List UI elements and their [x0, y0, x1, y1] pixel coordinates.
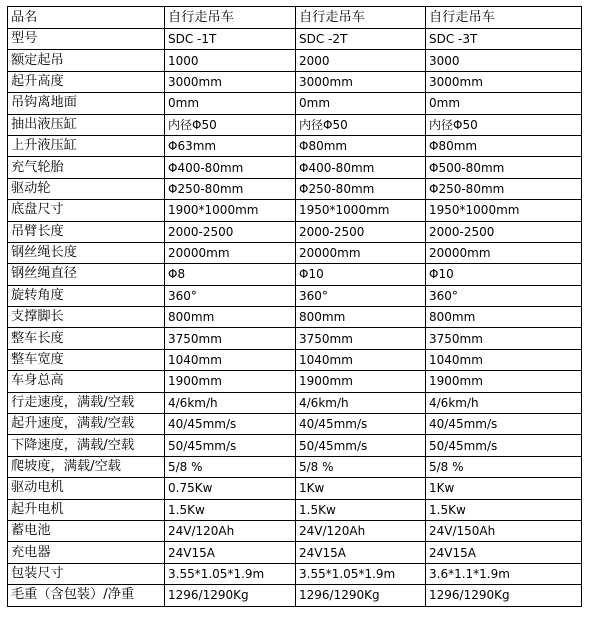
- row-value-2t-cell: 3.55*1.05*1.9m: [296, 563, 426, 584]
- row-label-cell: 下降速度，满载/空载: [8, 435, 165, 456]
- table-row: [8, 435, 582, 456]
- row-value-1t-cell: Φ8: [165, 264, 296, 285]
- row-value-2t-cell: 1296/1290Kg: [296, 585, 426, 606]
- row-value-1t-cell: Φ400-80mm: [165, 157, 296, 178]
- row-value-3t-cell: Φ80mm: [426, 135, 582, 156]
- table-row: [8, 178, 582, 199]
- row-value-2t-cell: 1040mm: [296, 349, 426, 370]
- row-value-2t-cell: 3000mm: [296, 71, 426, 92]
- row-value-3t-cell: 24V/150Ah: [426, 520, 582, 541]
- row-value-2t-cell: Φ250-80mm: [296, 178, 426, 199]
- row-value-1t-cell: 1.5Kw: [165, 499, 296, 520]
- row-value-3t-cell: 2000-2500: [426, 221, 582, 242]
- table-row: [8, 456, 582, 477]
- row-label-cell: 爬坡度，满载/空载: [8, 456, 165, 477]
- row-value-2t-cell: 0mm: [296, 93, 426, 114]
- row-value-3t-cell: 0mm: [426, 93, 582, 114]
- row-value-3t-cell: 24V15A: [426, 542, 582, 563]
- row-value-3t-cell: 50/45mm/s: [426, 435, 582, 456]
- row-value-3t-cell: 3000: [426, 50, 582, 71]
- table-row: [8, 200, 582, 221]
- row-value-2t-cell: 1.5Kw: [296, 499, 426, 520]
- row-value-1t-cell: 40/45mm/s: [165, 414, 296, 435]
- header-cell-product-name: 品名: [8, 7, 165, 29]
- row-value-2t-cell: SDC -2T: [296, 29, 426, 50]
- row-label-cell: 吊钩离地面: [8, 93, 165, 114]
- row-value-2t-cell: 内径Φ50: [296, 114, 426, 135]
- row-value-3t-cell: Φ250-80mm: [426, 178, 582, 199]
- row-value-2t-cell: 5/8 %: [296, 456, 426, 477]
- table-header-row: [8, 7, 582, 29]
- row-value-3t-cell: 1040mm: [426, 349, 582, 370]
- row-value-3t-cell: 内径Φ50: [426, 114, 582, 135]
- row-value-1t-cell: 1000: [165, 50, 296, 71]
- row-label-cell: 驱动轮: [8, 178, 165, 199]
- table-row: [8, 585, 582, 606]
- row-label-cell: 包装尺寸: [8, 563, 165, 584]
- row-label-cell: 旋转角度: [8, 285, 165, 306]
- table-row: [8, 478, 582, 499]
- row-value-1t-cell: 1900*1000mm: [165, 200, 296, 221]
- row-value-1t-cell: 24V/120Ah: [165, 520, 296, 541]
- table-row: [8, 499, 582, 520]
- spec-table-body: [8, 7, 582, 607]
- row-value-1t-cell: 360°: [165, 285, 296, 306]
- table-row: [8, 371, 582, 392]
- row-value-1t-cell: SDC -1T: [165, 29, 296, 50]
- table-row: [8, 349, 582, 370]
- table-row: [8, 50, 582, 71]
- row-value-1t-cell: 3750mm: [165, 328, 296, 349]
- row-value-3t-cell: 3.6*1.1*1.9m: [426, 563, 582, 584]
- table-row: [8, 542, 582, 563]
- row-value-2t-cell: 1900mm: [296, 371, 426, 392]
- table-row: [8, 221, 582, 242]
- row-value-2t-cell: Φ80mm: [296, 135, 426, 156]
- row-label-cell: 抽出液压缸: [8, 114, 165, 135]
- row-value-2t-cell: 2000-2500: [296, 221, 426, 242]
- row-value-1t-cell: 800mm: [165, 307, 296, 328]
- row-value-3t-cell: 3000mm: [426, 71, 582, 92]
- row-value-3t-cell: SDC -3T: [426, 29, 582, 50]
- row-value-1t-cell: Φ250-80mm: [165, 178, 296, 199]
- row-label-cell: 支撑脚长: [8, 307, 165, 328]
- row-value-2t-cell: 800mm: [296, 307, 426, 328]
- row-value-1t-cell: 0.75Kw: [165, 478, 296, 499]
- row-label-cell: 底盘尺寸: [8, 200, 165, 221]
- row-value-3t-cell: 5/8 %: [426, 456, 582, 477]
- table-row: [8, 114, 582, 135]
- table-row: [8, 285, 582, 306]
- row-value-1t-cell: 24V15A: [165, 542, 296, 563]
- row-value-3t-cell: 3750mm: [426, 328, 582, 349]
- row-value-1t-cell: 3.55*1.05*1.9m: [165, 563, 296, 584]
- row-value-2t-cell: 1Kw: [296, 478, 426, 499]
- row-label-cell: 额定起吊: [8, 50, 165, 71]
- row-label-cell: 钢丝绳直径: [8, 264, 165, 285]
- row-value-2t-cell: 2000: [296, 50, 426, 71]
- table-row: [8, 563, 582, 584]
- row-value-1t-cell: 50/45mm/s: [165, 435, 296, 456]
- row-value-1t-cell: 1040mm: [165, 349, 296, 370]
- row-label-cell: 行走速度，满载/空载: [8, 392, 165, 413]
- table-row: [8, 242, 582, 263]
- row-value-3t-cell: Φ500-80mm: [426, 157, 582, 178]
- row-value-3t-cell: Φ10: [426, 264, 582, 285]
- row-label-cell: 起升电机: [8, 499, 165, 520]
- row-label-cell: 充气轮胎: [8, 157, 165, 178]
- row-value-1t-cell: 2000-2500: [165, 221, 296, 242]
- row-value-2t-cell: Φ400-80mm: [296, 157, 426, 178]
- table-row: [8, 29, 582, 50]
- row-value-2t-cell: Φ10: [296, 264, 426, 285]
- row-value-2t-cell: 40/45mm/s: [296, 414, 426, 435]
- row-value-3t-cell: 800mm: [426, 307, 582, 328]
- table-row: [8, 328, 582, 349]
- row-value-1t-cell: 20000mm: [165, 242, 296, 263]
- row-value-1t-cell: 3000mm: [165, 71, 296, 92]
- row-label-cell: 车身总高: [8, 371, 165, 392]
- row-label-cell: 起升速度，满载/空载: [8, 414, 165, 435]
- row-value-2t-cell: 50/45mm/s: [296, 435, 426, 456]
- table-row: [8, 392, 582, 413]
- row-label-cell: 上升液压缸: [8, 135, 165, 156]
- row-value-1t-cell: 内径Φ50: [165, 114, 296, 135]
- row-value-1t-cell: 0mm: [165, 93, 296, 114]
- row-value-3t-cell: 1296/1290Kg: [426, 585, 582, 606]
- spec-table: [7, 6, 582, 607]
- row-value-1t-cell: 1900mm: [165, 371, 296, 392]
- row-value-3t-cell: 1Kw: [426, 478, 582, 499]
- row-value-2t-cell: 24V15A: [296, 542, 426, 563]
- row-value-1t-cell: Φ63mm: [165, 135, 296, 156]
- row-value-2t-cell: 3750mm: [296, 328, 426, 349]
- row-label-cell: 蓄电池: [8, 520, 165, 541]
- row-label-cell: 起升高度: [8, 71, 165, 92]
- row-value-2t-cell: 1950*1000mm: [296, 200, 426, 221]
- table-row: [8, 264, 582, 285]
- row-label-cell: 充电器: [8, 542, 165, 563]
- table-row: [8, 93, 582, 114]
- row-value-3t-cell: 4/6km/h: [426, 392, 582, 413]
- row-value-3t-cell: 40/45mm/s: [426, 414, 582, 435]
- row-label-cell: 驱动电机: [8, 478, 165, 499]
- row-value-2t-cell: 24V/120Ah: [296, 520, 426, 541]
- row-value-3t-cell: 1.5Kw: [426, 499, 582, 520]
- table-row: [8, 135, 582, 156]
- row-value-2t-cell: 4/6km/h: [296, 392, 426, 413]
- row-label-cell: 整车宽度: [8, 349, 165, 370]
- table-row: [8, 71, 582, 92]
- row-value-1t-cell: 5/8 %: [165, 456, 296, 477]
- table-row: [8, 307, 582, 328]
- row-value-2t-cell: 20000mm: [296, 242, 426, 263]
- row-value-2t-cell: 360°: [296, 285, 426, 306]
- row-value-1t-cell: 1296/1290Kg: [165, 585, 296, 606]
- table-row: [8, 157, 582, 178]
- row-label-cell: 钢丝绳长度: [8, 242, 165, 263]
- row-value-3t-cell: 1900mm: [426, 371, 582, 392]
- row-label-cell: 吊臂长度: [8, 221, 165, 242]
- row-value-3t-cell: 20000mm: [426, 242, 582, 263]
- row-label-cell: 型号: [8, 29, 165, 50]
- row-label-cell: 整车长度: [8, 328, 165, 349]
- header-cell-model-1: 自行走吊车: [165, 7, 296, 29]
- header-cell-model-2: 自行走吊车: [296, 7, 426, 29]
- header-cell-model-3: 自行走吊车: [426, 7, 582, 29]
- row-value-1t-cell: 4/6km/h: [165, 392, 296, 413]
- table-row: [8, 414, 582, 435]
- row-value-3t-cell: 1950*1000mm: [426, 200, 582, 221]
- row-value-3t-cell: 360°: [426, 285, 582, 306]
- row-label-cell: 毛重（含包装）/净重: [8, 585, 165, 606]
- table-row: [8, 520, 582, 541]
